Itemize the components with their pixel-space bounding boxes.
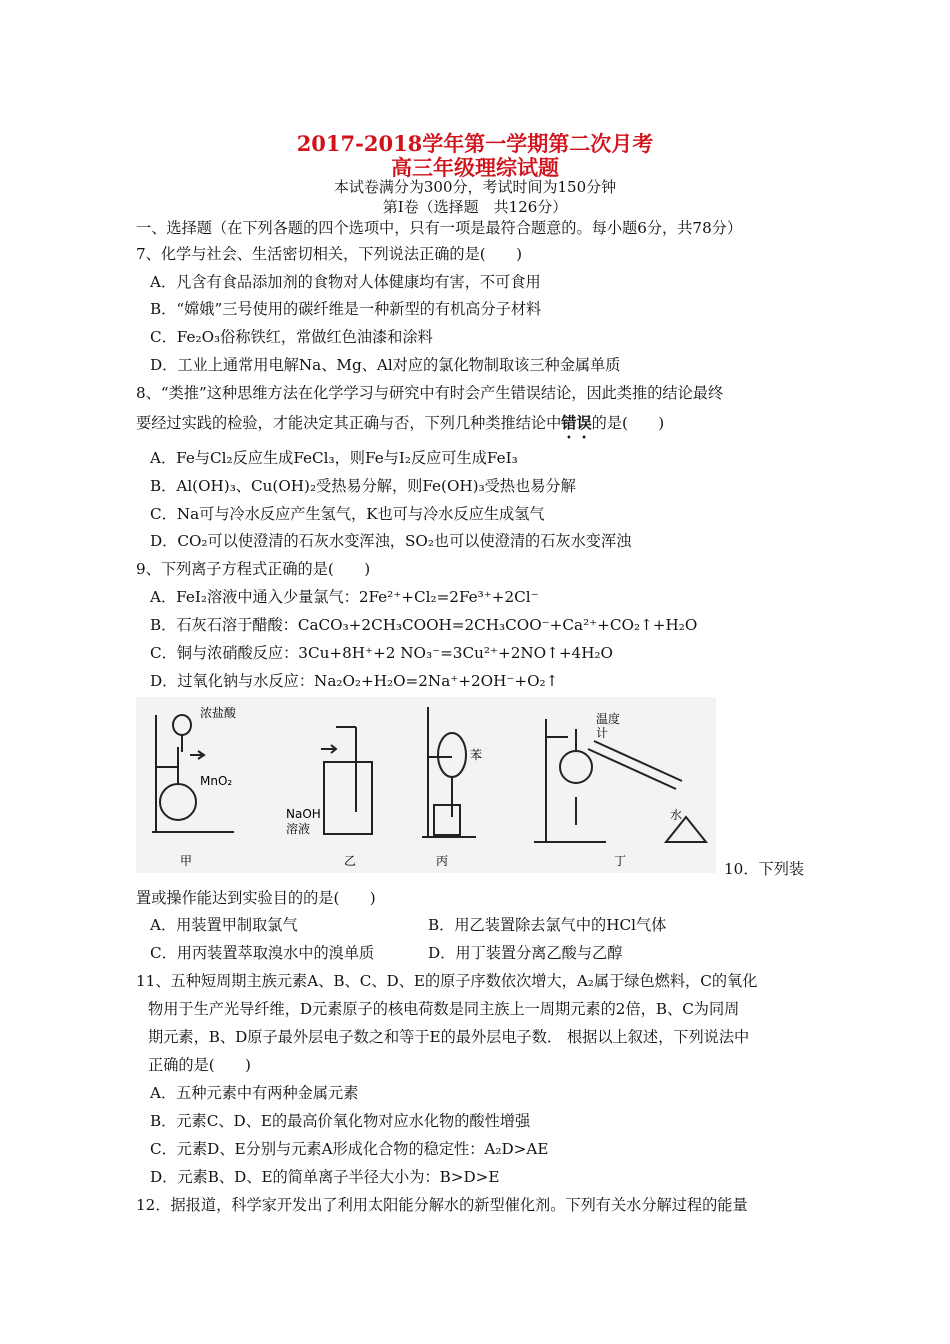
q8-stem-text: 要经过实践的检验，才能决定其正确与否，下列几种类推结论中 xyxy=(136,414,562,432)
fig-label-benzene: 苯 xyxy=(470,748,483,762)
fig-caption-ding: 丁 xyxy=(614,854,627,868)
section-heading: 一、选择题（在下列各题的四个选项中，只有一项是最符合题意的。每小题6分，共78分） xyxy=(136,219,743,237)
fig-label-solution: 溶液 xyxy=(286,822,311,836)
fig-caption-yi: 乙 xyxy=(344,854,357,868)
q11-stem-line1: 11、五种短周期主族元素A、B、C、D、E的原子序数依次增大，A₂属于绿色燃料，C的氧化 xyxy=(136,972,758,990)
q9-stem: 9、下列离子方程式正确的是( ) xyxy=(136,560,371,578)
q8-option-c: C．Na可与冷水反应产生氢气，K也可与冷水反应生成氢气 xyxy=(150,505,545,523)
q7-option-d: D．工业上通常用电解Na、Mg、Al对应的氯化物制取该三种金属单质 xyxy=(150,356,621,374)
q11-stem-line2: 物用于生产光导纤维，D元素原子的核电荷数是同主族上一周期元素的2倍，B、C为同周 xyxy=(148,1000,740,1018)
q12-stem-line1: 12．据报道，科学家开发出了利用太阳能分解水的新型催化剂。下列有关水分解过程的能量 xyxy=(136,1196,748,1214)
q8-option-a: A．Fe与Cl₂反应生成FeCl₃，则Fe与I₂反应可生成FeI₃ xyxy=(150,449,518,467)
q10-stem-line1: 10．下列装 xyxy=(724,860,805,878)
q8-stem-line1: 8、“类推”这种思维方法在化学学习与研究中有时会产生错误结论，因此类推的结论最终 xyxy=(136,384,724,402)
q9-option-a: A．FeI₂溶液中通入少量氯气：2Fe²⁺+Cl₂=2Fe³⁺+2Cl⁻ xyxy=(150,588,539,606)
q9-option-b: B．石灰石溶于醋酸：CaCO₃+2CH₃COOH=2CH₃COO⁻+Ca²⁺+CO₂↑+H₂O xyxy=(150,616,698,634)
fig-caption-jia: 甲 xyxy=(180,854,193,868)
fig-label-thermo2: 计 xyxy=(596,726,609,740)
q10-stem-line2: 置或操作能达到实验目的的是( ) xyxy=(136,889,376,907)
apparatus-drawing xyxy=(136,697,716,873)
q8-stem-line2 xyxy=(136,412,664,442)
q7-option-c: C．Fe₂O₃俗称铁红，常做红色油漆和涂料 xyxy=(150,328,433,346)
q10-option-b: B．用乙装置除去氯气中的HCl气体 xyxy=(428,916,667,934)
exam-title: 2017-2018学年第一学期第二次月考 xyxy=(296,131,654,156)
q11-stem-line3: 期元素，B、D原子最外层电子数之和等于E的最外层电子数． 根据以上叙述，下列说法中 xyxy=(148,1028,750,1046)
q8-emphasis: 错误 xyxy=(561,414,592,432)
q10-option-c: C．用丙装置萃取溴水中的溴单质 xyxy=(150,944,375,962)
q11-option-a: A．五种元素中有两种金属元素 xyxy=(150,1084,359,1102)
fig-label-thermo: 温度 xyxy=(596,712,621,726)
q7-stem: 7、化学与社会、生活密切相关，下列说法正确的是( ) xyxy=(136,245,523,263)
fig-label-mno2: MnO₂ xyxy=(200,774,233,788)
q8-option-d: D．CO₂可以使澄清的石灰水变浑浊，SO₂也可以使澄清的石灰水变浑浊 xyxy=(150,532,632,550)
fig-label-naoh: NaOH xyxy=(286,807,321,821)
fig-label-water: 水 xyxy=(670,808,683,822)
q11-option-b: B．元素C、D、E的最高价氧化物对应水化物的酸性增强 xyxy=(150,1112,531,1130)
q8-option-b: B．Al(OH)₃、Cu(OH)₂受热易分解，则Fe(OH)₃受热也易分解 xyxy=(150,477,576,495)
exam-part: 第I卷（选择题 共126分） xyxy=(382,198,568,216)
q11-stem-line4: 正确的是( ) xyxy=(148,1056,251,1074)
exam-subtitle: 高三年级理综试题 xyxy=(391,155,559,180)
q11-option-d: D．元素B、D、E的简单离子半径大小为：B>D>E xyxy=(150,1168,500,1186)
q7-option-b: B．“嫦娥”三号使用的碳纤维是一种新型的有机高分子材料 xyxy=(150,300,542,318)
q9-option-d: D．过氧化钠与水反应：Na₂O₂+H₂O=2Na⁺+2OH⁻+O₂↑ xyxy=(150,672,559,690)
apparatus-figure xyxy=(136,697,716,873)
q10-option-a: A．用装置甲制取氯气 xyxy=(150,916,298,934)
q8-stem-end: 的是( ) xyxy=(591,414,665,432)
q11-option-c: C．元素D、E分别与元素A形成化合物的稳定性：A₂D>AE xyxy=(150,1140,549,1158)
exam-info: 本试卷满分为300分，考试时间为150分钟 xyxy=(333,178,617,196)
q10-option-d: D．用丁装置分离乙酸与乙醇 xyxy=(428,944,623,962)
fig-caption-bing: 丙 xyxy=(436,854,449,868)
fig-label-hcl: 浓盐酸 xyxy=(200,706,237,720)
q7-option-a: A．凡含有食品添加剂的食物对人体健康均有害，不可食用 xyxy=(150,273,541,291)
q9-option-c: C．铜与浓硝酸反应：3Cu+8H⁺+2 NO₃⁻=3Cu²⁺+2NO↑+4H₂O xyxy=(150,644,614,662)
